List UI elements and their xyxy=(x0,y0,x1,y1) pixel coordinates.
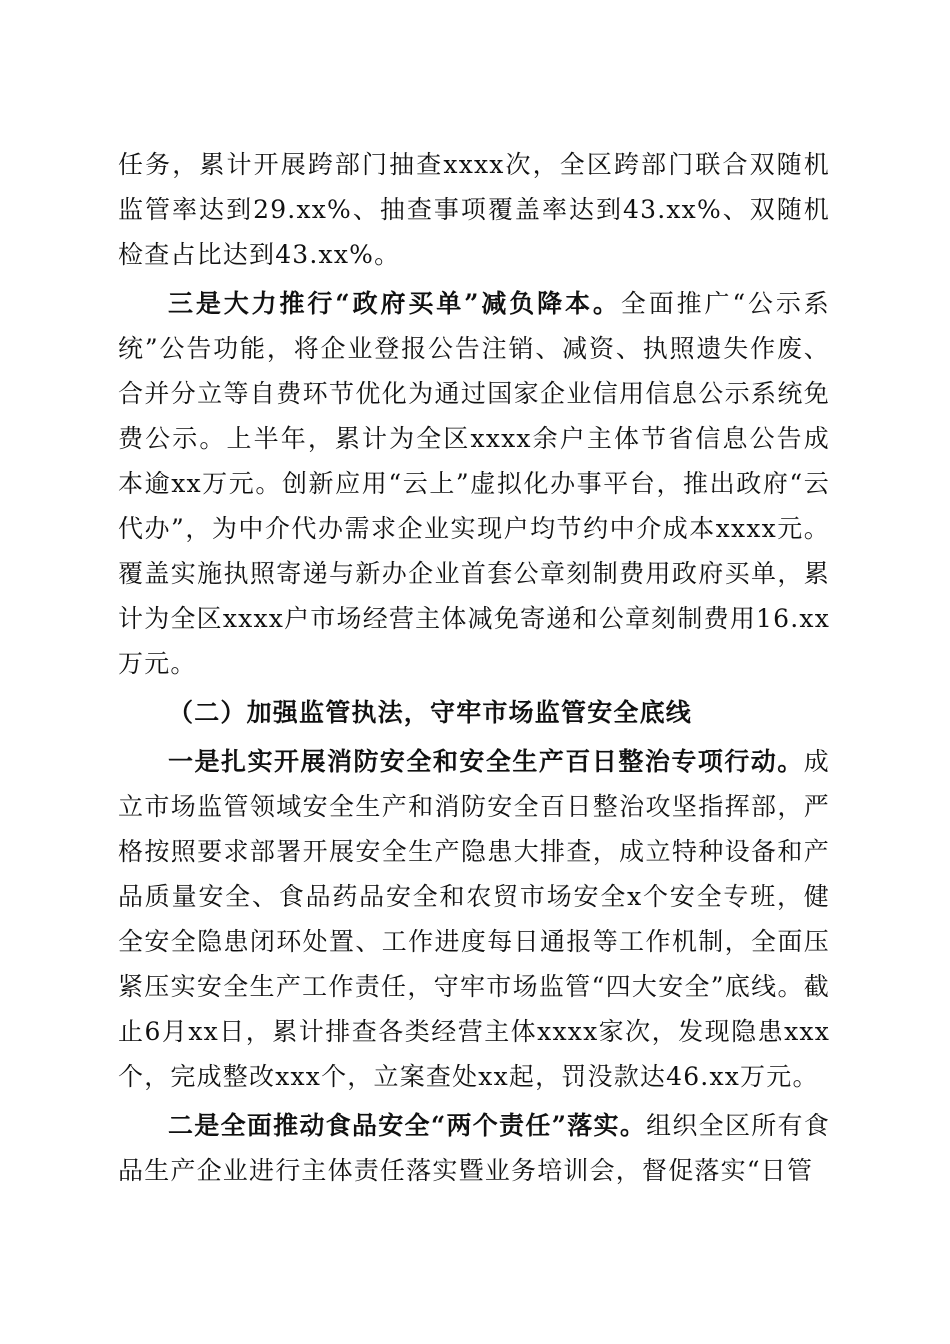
paragraph-text: 组织全区所有食品生产企业进行主体责任落实暨业务培训会，督促落实“日管 xyxy=(118,1111,830,1185)
paragraph-lead: 一是扎实开展消防安全和安全生产百日整治专项行动。 xyxy=(168,747,804,776)
section-heading: （二）加强监管执法，守牢市场监管安全底线 xyxy=(168,698,693,727)
paragraph-text: 任务，累计开展跨部门抽查xxxx次，全区跨部门联合双随机监管率达到29.xx%、抽查事项覆盖率达到43.xx%、双随机检查占比达到43.xx%。 xyxy=(118,150,830,269)
document-body xyxy=(118,142,830,1193)
paragraph-text: 成立市场监管领域安全生产和消防安全百日整治攻坚指挥部，严格按照要求部署开展安全生产隐患大排查，成立特种设备和产品质量安全、食品药品安全和农贸市场安全x个安全专班，健全安全隐患闭环处置、工作进度每日通报等工作机制，全面压紧压实安全生产工作责任，守牢市场监管“四大安全”底线。截止6月xx日，累计排查各类经营主体xxxx家次，发现隐患xxx个，完成整改xxx个，立案查处xx起，罚没款达46.xx万元。 xyxy=(118,747,830,1091)
paragraph-text: 全面推广“公示系统”公告功能，将企业登报公告注销、减资、执照遗失作废、合并分立等自费环节优化为通过国家企业信用信息公示系统免费公示。上半年，累计为全区xxxx余户主体节省信息公告成本逾xx万元。创新应用“云上”虚拟化办事平台，推出政府“云代办”，为中介代办需求企业实现户均节约中介成本xxxx元。覆盖实施执照寄递与新办企业首套公章刻制费用政府买单，累计为全区xxxx户市场经营主体减免寄递和公章刻制费用16.xx万元。 xyxy=(118,289,830,678)
paragraph-continuation xyxy=(118,142,830,277)
paragraph-lead: 三是大力推行“政府买单”减负降本。 xyxy=(168,289,621,318)
paragraph-government-pays xyxy=(118,281,830,686)
paragraph-lead: 二是全面推动食品安全“两个责任”落实。 xyxy=(168,1111,647,1140)
paragraph-food-safety xyxy=(118,1103,830,1193)
paragraph-safety-campaign xyxy=(118,739,830,1099)
